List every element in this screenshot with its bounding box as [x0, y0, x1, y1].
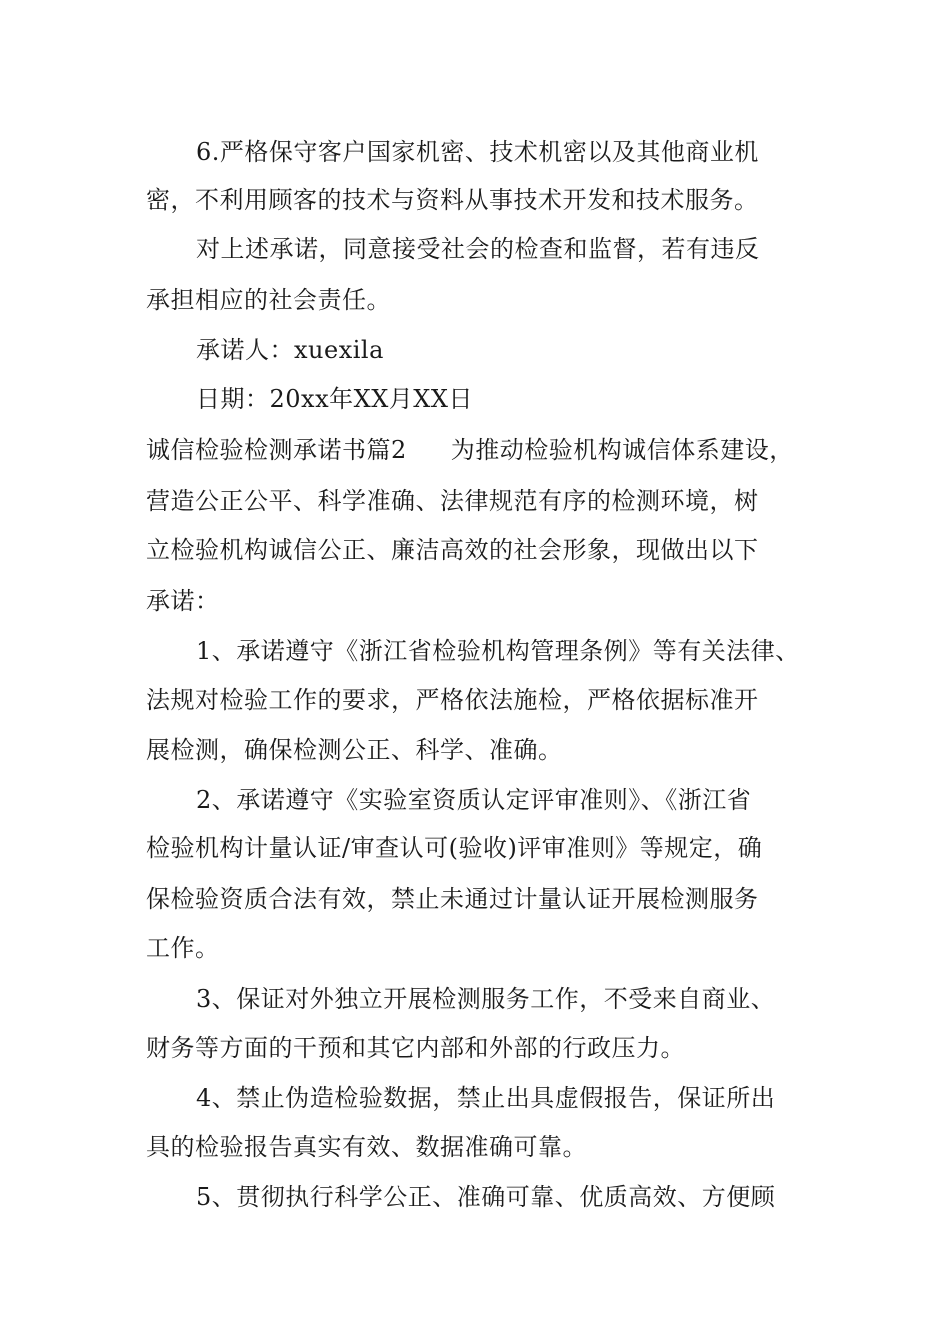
paragraph-line: 展检测，确保检测公正、科学、准确。 — [146, 736, 563, 764]
paragraph-line: 6.严格保守客户国家机密、技术机密以及其他商业机 — [196, 138, 759, 166]
paragraph-line: 3、保证对外独立开展检测服务工作，不受来自商业、 — [196, 985, 776, 1013]
paragraph-line: 具的检验报告真实有效、数据准确可靠。 — [146, 1133, 587, 1161]
paragraph-line: 法规对检验工作的要求，严格依法施检，严格依据标准开 — [146, 686, 759, 714]
paragraph-line: 财务等方面的干预和其它内部和外部的行政压力。 — [146, 1034, 685, 1062]
paragraph-line: 工作。 — [146, 934, 220, 962]
signatory-line: 承诺人：xuexila — [196, 336, 384, 364]
paragraph-line: 1、承诺遵守《浙江省检验机构管理条例》等有关法律、 — [196, 637, 800, 665]
paragraph-line: 检验机构计量认证/审查认可(验收)评审准则》等规定，确 — [146, 834, 763, 862]
paragraph-line: 对上述承诺，同意接受社会的检查和监督，若有违反 — [196, 235, 760, 263]
paragraph-line: 承担相应的社会责任。 — [146, 286, 391, 314]
paragraph-line: 为推动检验机构诚信体系建设， — [450, 436, 794, 464]
section-heading-line — [146, 434, 794, 466]
date-line: 日期：20xx年XX月XX日 — [196, 385, 473, 413]
section-heading: 诚信检验检测承诺书篇2 — [146, 436, 407, 464]
paragraph-line: 营造公正公平、科学准确、法律规范有序的检测环境，树 — [146, 487, 759, 515]
paragraph-line: 立检验机构诚信公正、廉洁高效的社会形象，现做出以下 — [146, 536, 759, 564]
paragraph-line: 4、禁止伪造检验数据，禁止出具虚假报告，保证所出 — [196, 1084, 776, 1112]
paragraph-line: 承诺： — [146, 587, 220, 615]
paragraph-line: 密，不利用顾客的技术与资料从事技术开发和技术服务。 — [146, 186, 759, 214]
paragraph-line: 2、承诺遵守《实验室资质认定评审准则》、《浙江省 — [196, 786, 752, 814]
paragraph-line: 保检验资质合法有效，禁止未通过计量认证开展检测服务 — [146, 885, 759, 913]
paragraph-line: 5、贯彻执行科学公正、准确可靠、优质高效、方便顾 — [196, 1183, 776, 1211]
